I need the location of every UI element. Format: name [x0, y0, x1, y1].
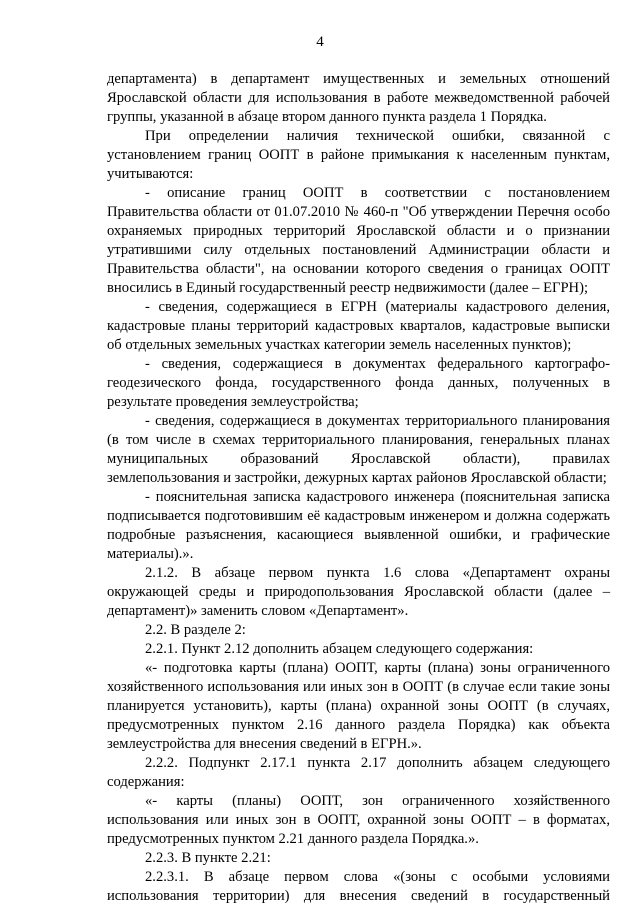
paragraph-6: - сведения, содержащиеся в документах территориального планирования (в том числе в схемах территориального планирования, генеральных планах муниципальных образований Ярославской области), правилах землепользования и застройки, дежурных картах районов Ярославской области; — [107, 413, 610, 486]
paragraph-14: 2.2.3. В пункте 2.21: — [145, 850, 271, 866]
paragraph-9: 2.2. В разделе 2: — [145, 622, 246, 638]
paragraph-1: департамента) в департамент имущественных и земельных отношений Ярославской области для использования в работе межведомственной рабочей группы, указанной в абзаце втором данного пункта раздела 1 Порядка. — [107, 71, 610, 125]
paragraph-11: «- подготовка карты (плана) ООПТ, карты (плана) зоны ограниченного хозяйственного использования или иных зон в ООПТ (в случае если такие зоны планируется установить), карты (плана) охранной зоны ООПТ (в случаях, предусмотренных пунктом 2.16 данного раздела Порядка) как объекта землеустройства для внесения сведений в ЕГРН.». — [107, 660, 610, 752]
paragraph-8: 2.1.2. В абзаце первом пункта 1.6 слова «Департамент охраны окружающей среды и природопользования Ярославской области (далее – департамент)» заменить словом «Департамент». — [107, 565, 610, 619]
paragraph-5: - сведения, содержащиеся в документах федерального картографо-геодезического фонда, государственного фонда данных, полученных в результате проведения землеустройства; — [107, 356, 610, 410]
document-body — [107, 70, 610, 906]
paragraph-3: - описание границ ООПТ в соответствии с постановлением Правительства области от 01.07.2010 № 460-п "Об утверждении Перечня особо охраняемых природных территорий Ярославской области и о признании утратившими силу отдельных постановлений Администрации области и Правительства области", на основании которого сведения о границах ООПТ вносились в Единый государственный реестр недвижимости (далее – ЕГРН); — [107, 185, 610, 296]
paragraph-13: «- карты (планы) ООПТ, зон ограниченного хозяйственного использования или иных зон в ООПТ, охранной зоны ООПТ – в форматах, предусмотренных пунктом 2.21 данного раздела Порядка.». — [107, 793, 610, 847]
paragraph-15: 2.2.3.1. В абзаце первом слова «(зоны с особыми условиями использования территории) для внесения сведений в государственный — [107, 869, 610, 904]
paragraph-2: При определении наличия технической ошибки, связанной с установлением границ ООПТ в районе примыкания к населенным пунктам, учитываются: — [107, 128, 610, 182]
paragraph-7: - пояснительная записка кадастрового инженера (пояснительная записка подписывается подготовившим её кадастровым инженером и должна содержать подробные разъяснения, касающиеся выявленной ошибки, и графические материалы).». — [107, 489, 610, 562]
paragraph-12: 2.2.2. Подпункт 2.17.1 пункта 2.17 дополнить абзацем следующего содержания: — [107, 755, 610, 790]
page-number: 4 — [316, 34, 324, 50]
paragraph-4: - сведения, содержащиеся в ЕГРН (материалы кадастрового деления, кадастровые планы территорий кадастровых кварталов, кадастровые выписки об отдельных земельных участках категории земель населенных пунктов); — [107, 299, 610, 353]
paragraph-10: 2.2.1. Пункт 2.12 дополнить абзацем следующего содержания: — [145, 641, 534, 657]
